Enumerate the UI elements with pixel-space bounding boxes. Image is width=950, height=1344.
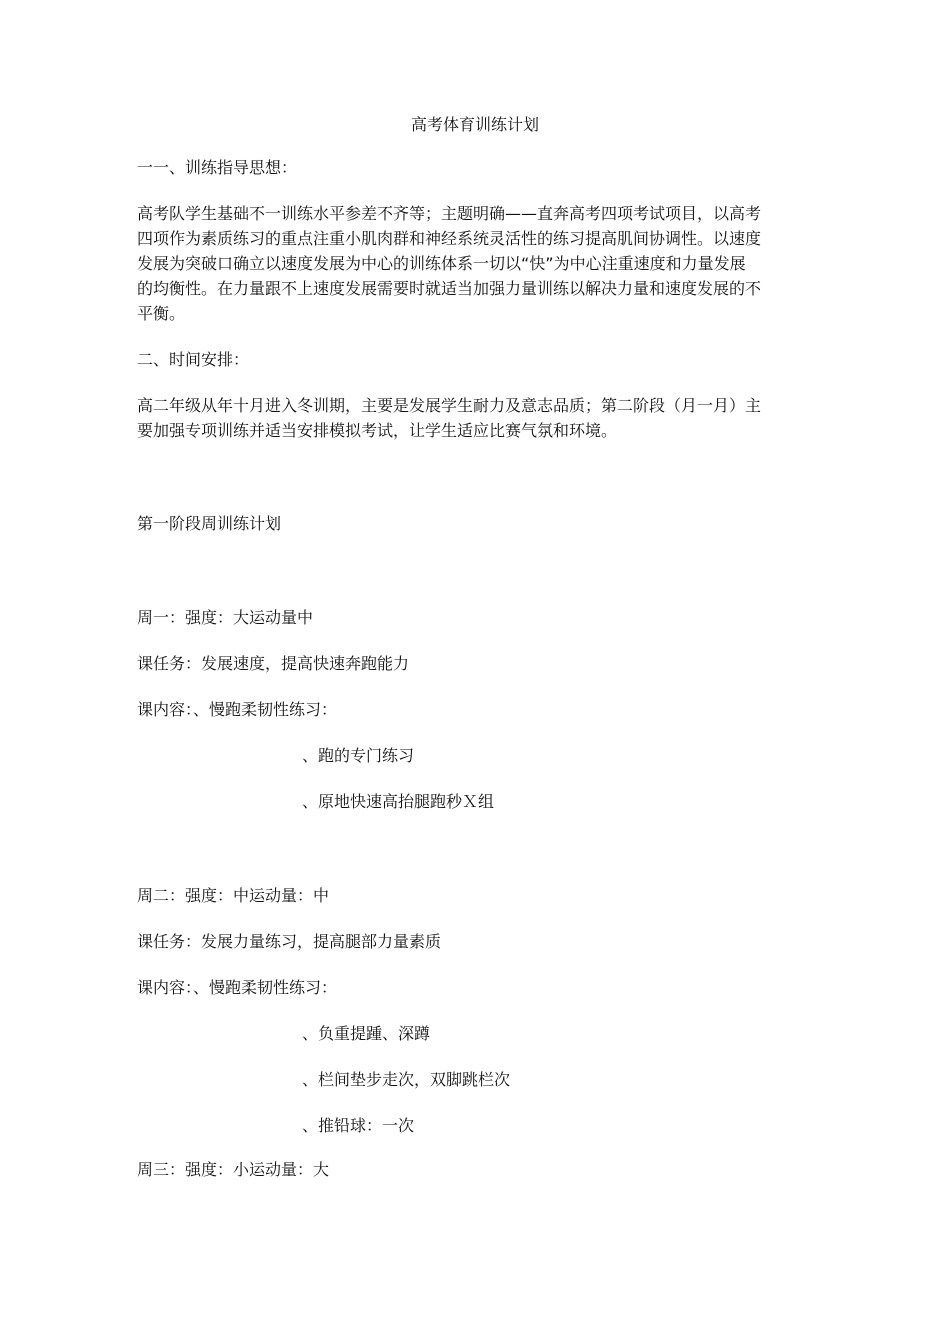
monday-content: 课内容：、慢跑柔韧性练习： bbox=[137, 700, 338, 719]
monday-task: 课任务：发展速度，提高快速奔跑能力 bbox=[137, 654, 410, 673]
paragraph-line: 要加强专项训练并适当安排模拟考试，让学生适应比赛气氛和环境。 bbox=[137, 421, 618, 440]
paragraph-line: 平衡。 bbox=[137, 304, 186, 323]
tuesday-intensity: 周二：强度：中运动量：中 bbox=[137, 886, 330, 905]
tuesday-item: 、负重提踵、深蹲 bbox=[302, 1024, 431, 1043]
wednesday-intensity: 周三：强度：小运动量：大 bbox=[137, 1160, 330, 1179]
paragraph-line: 发展为突破口确立以速度发展为中心的训练体系一切以“快”为中心注重速度和力量发展 bbox=[137, 254, 746, 273]
document-title: 高考体育训练计划 bbox=[410, 115, 539, 134]
monday-intensity: 周一：强度：大运动量中 bbox=[137, 608, 314, 627]
section2-heading: 二、时间安排： bbox=[137, 350, 250, 369]
paragraph-line: 高考队学生基础不一训练水平参差不齐等；主题明确——直奔高考四项考试项目，以高考 bbox=[137, 204, 762, 223]
section2-paragraph bbox=[137, 393, 803, 443]
section1-heading: 一一、训练指导思想： bbox=[137, 158, 298, 177]
monday-item: 、原地快速高抬腿跑秒Ｘ组 bbox=[302, 792, 495, 811]
tuesday-item: 、栏间垫步走次，双脚跳栏次 bbox=[302, 1070, 511, 1089]
tuesday-task: 课任务：发展力量练习，提高腿部力量素质 bbox=[137, 932, 442, 951]
phase-heading: 第一阶段周训练计划 bbox=[137, 514, 282, 533]
paragraph-line: 四项作为素质练习的重点注重小肌肉群和神经系统灵活性的练习提高肌间协调性。以速度 bbox=[137, 229, 762, 248]
paragraph-line: 高二年级从年十月进入冬训期，主要是发展学生耐力及意志品质；第二阶段（月一月）主 bbox=[137, 396, 762, 415]
paragraph-line: 的均衡性。在力量跟不上速度发展需要时就适当加强力量训练以解决力量和速度发展的不 bbox=[137, 279, 762, 298]
tuesday-item: 、推铅球：一次 bbox=[302, 1116, 415, 1135]
tuesday-content: 课内容：、慢跑柔韧性练习： bbox=[137, 978, 338, 997]
section1-paragraph bbox=[137, 201, 803, 326]
monday-item: 、跑的专门练习 bbox=[302, 746, 415, 765]
